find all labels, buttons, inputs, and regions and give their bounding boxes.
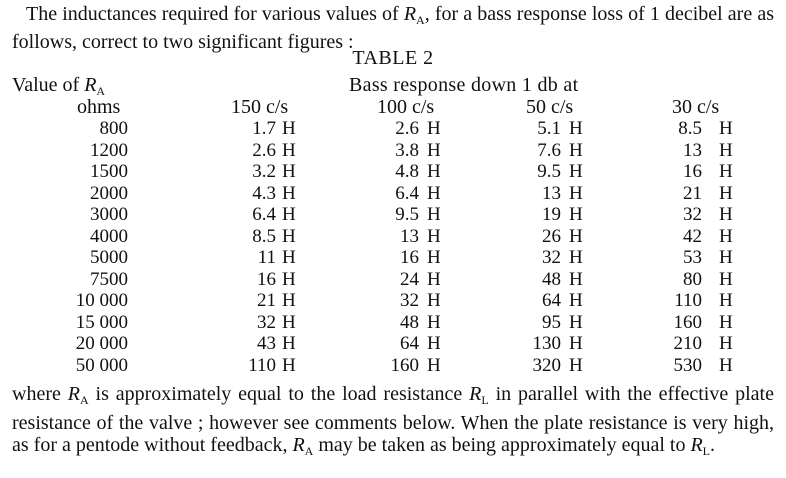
inductance-value-cell: 6.4 bbox=[252, 204, 276, 225]
col-header-100: 100 c/s bbox=[377, 96, 435, 118]
inductance-value-cell: 13 bbox=[400, 225, 419, 247]
inductance-value-cell: 320 bbox=[532, 354, 561, 376]
table-row bbox=[0, 355, 786, 377]
table-row bbox=[0, 183, 786, 205]
inductance-value-cell: 8.5 bbox=[678, 118, 702, 139]
outro-text-5: . bbox=[710, 434, 716, 456]
inductance-value-cell: 16 bbox=[400, 247, 419, 268]
table-row bbox=[0, 247, 786, 269]
inductance-value-cell: 19 bbox=[542, 204, 561, 225]
inductance-value-cell: 9.5 bbox=[395, 204, 419, 225]
unit-cell: H bbox=[282, 333, 296, 354]
unit-cell: H bbox=[282, 311, 296, 333]
inductance-value-cell: 530 bbox=[673, 354, 702, 376]
unit-cell: H bbox=[427, 290, 441, 311]
inductance-value-cell: 110 bbox=[674, 290, 702, 311]
inductance-value-cell: 64 bbox=[542, 290, 561, 311]
unit-cell: H bbox=[427, 247, 441, 268]
inductance-value-cell: 53 bbox=[683, 247, 702, 268]
unit-cell: H bbox=[719, 139, 733, 161]
unit-cell: H bbox=[282, 268, 296, 290]
inductance-value-cell: 16 bbox=[257, 268, 276, 290]
inductance-value-cell: 21 bbox=[257, 290, 276, 311]
inductance-value-cell: 3.2 bbox=[252, 161, 276, 182]
table-row bbox=[0, 312, 786, 334]
unit-cell: H bbox=[427, 161, 441, 182]
unit-cell: H bbox=[719, 247, 733, 268]
ohms-header: ohms bbox=[77, 96, 121, 118]
table-row bbox=[0, 226, 786, 248]
unit-cell: H bbox=[719, 182, 733, 204]
outro-text-4: may be taken as being approximately equal to bbox=[313, 434, 691, 456]
unit-cell: H bbox=[569, 311, 583, 333]
outro-subscript-2: L bbox=[481, 393, 489, 407]
unit-cell: H bbox=[569, 118, 583, 139]
unit-cell: H bbox=[569, 139, 583, 161]
outro-paragraph bbox=[12, 383, 774, 463]
resistance-cell: 3000 bbox=[90, 204, 128, 225]
inductance-value-cell: 4.8 bbox=[395, 161, 419, 182]
unit-cell: H bbox=[282, 225, 296, 247]
inductance-value-cell: 32 bbox=[257, 311, 276, 333]
intro-text-start: The inductances required for various values of bbox=[26, 3, 404, 25]
intro-text-end: , for a bass response loss of 1 decibel are as follows, correct to two significant figures : bbox=[12, 3, 774, 53]
resistance-cell: 15 000 bbox=[75, 311, 128, 333]
unit-cell: H bbox=[282, 354, 296, 376]
unit-cell: H bbox=[282, 182, 296, 204]
unit-cell: H bbox=[719, 268, 733, 290]
unit-cell: H bbox=[427, 118, 441, 139]
outro-symbol-3: R bbox=[292, 434, 305, 456]
resistance-cell: 7500 bbox=[90, 268, 128, 290]
resistance-cell: 20 000 bbox=[75, 333, 128, 354]
inductance-value-cell: 48 bbox=[542, 268, 561, 290]
inductance-value-cell: 2.6 bbox=[395, 118, 419, 139]
outro-text-2: is approximately equal to the load resistance bbox=[88, 383, 470, 405]
inductance-value-cell: 32 bbox=[542, 247, 561, 268]
unit-cell: H bbox=[719, 354, 733, 376]
unit-cell: H bbox=[569, 290, 583, 311]
resistance-cell: 2000 bbox=[90, 182, 128, 204]
inductance-value-cell: 160 bbox=[390, 354, 419, 376]
unit-cell: H bbox=[569, 354, 583, 376]
intro-paragraph bbox=[12, 3, 774, 53]
unit-cell: H bbox=[282, 139, 296, 161]
inductance-value-cell: 48 bbox=[400, 311, 419, 333]
unit-cell: H bbox=[569, 182, 583, 204]
resistance-cell: 50 000 bbox=[75, 354, 128, 376]
inductance-value-cell: 1.7 bbox=[252, 118, 276, 139]
row-header-symbol: R bbox=[84, 74, 97, 96]
inductance-value-cell: 110 bbox=[248, 354, 276, 376]
resistance-subscript: A bbox=[416, 13, 425, 27]
inductance-value-cell: 32 bbox=[400, 290, 419, 311]
unit-cell: H bbox=[427, 311, 441, 333]
unit-cell: H bbox=[719, 311, 733, 333]
table-row bbox=[0, 161, 786, 183]
outro-subscript-3: A bbox=[304, 444, 314, 458]
inductance-value-cell: 42 bbox=[683, 225, 702, 247]
outro-subscript-1: A bbox=[79, 393, 89, 407]
unit-cell: H bbox=[427, 139, 441, 161]
row-header-subscript: A bbox=[96, 84, 106, 98]
inductance-value-cell: 80 bbox=[683, 268, 702, 290]
unit-cell: H bbox=[282, 247, 296, 268]
unit-cell: H bbox=[282, 161, 296, 182]
outro-symbol-2: R bbox=[469, 383, 482, 405]
table-row bbox=[0, 269, 786, 291]
inductance-value-cell: 11 bbox=[257, 247, 276, 268]
table-row bbox=[0, 118, 786, 140]
units-header-row bbox=[0, 96, 786, 118]
table-row bbox=[0, 290, 786, 312]
inductance-value-cell: 210 bbox=[673, 333, 702, 354]
unit-cell: H bbox=[427, 333, 441, 354]
unit-cell: H bbox=[719, 204, 733, 225]
inductance-value-cell: 13 bbox=[542, 182, 561, 204]
unit-cell: H bbox=[569, 268, 583, 290]
unit-cell: H bbox=[427, 225, 441, 247]
unit-cell: H bbox=[569, 333, 583, 354]
inductance-value-cell: 6.4 bbox=[395, 182, 419, 204]
unit-cell: H bbox=[569, 204, 583, 225]
unit-cell: H bbox=[719, 333, 733, 354]
unit-cell: H bbox=[719, 118, 733, 139]
unit-cell: H bbox=[427, 268, 441, 290]
unit-cell: H bbox=[427, 204, 441, 225]
resistance-cell: 4000 bbox=[90, 225, 128, 247]
inductance-value-cell: 13 bbox=[683, 139, 702, 161]
inductance-value-cell: 95 bbox=[542, 311, 561, 333]
col-header-30: 30 c/s bbox=[672, 96, 720, 118]
resistance-cell: 1500 bbox=[90, 161, 128, 182]
unit-cell: H bbox=[427, 354, 441, 376]
inductance-value-cell: 5.1 bbox=[537, 118, 561, 139]
unit-cell: H bbox=[282, 204, 296, 225]
unit-cell: H bbox=[719, 161, 733, 182]
unit-cell: H bbox=[427, 182, 441, 204]
resistance-cell: 5000 bbox=[90, 247, 128, 268]
inductance-value-cell: 2.6 bbox=[252, 139, 276, 161]
outro-symbol-4: R bbox=[690, 434, 703, 456]
resistance-cell: 10 000 bbox=[75, 290, 128, 311]
resistance-cell: 1200 bbox=[90, 139, 128, 161]
unit-cell: H bbox=[569, 225, 583, 247]
table-row bbox=[0, 140, 786, 162]
inductance-value-cell: 9.5 bbox=[537, 161, 561, 182]
inductance-value-cell: 7.6 bbox=[537, 139, 561, 161]
inductance-value-cell: 64 bbox=[400, 333, 419, 354]
outro-text-1: where bbox=[12, 383, 68, 405]
inductance-value-cell: 21 bbox=[683, 182, 702, 204]
inductance-value-cell: 16 bbox=[683, 161, 702, 182]
resistance-cell: 800 bbox=[99, 118, 128, 139]
column-group-header: Bass response down 1 db at bbox=[349, 74, 579, 96]
inductance-value-cell: 26 bbox=[542, 225, 561, 247]
table-row bbox=[0, 333, 786, 355]
inductance-value-cell: 130 bbox=[532, 333, 561, 354]
inductance-value-cell: 4.3 bbox=[252, 182, 276, 204]
inductance-value-cell: 3.8 bbox=[395, 139, 419, 161]
outro-text-3: in parallel with the effective plate resistance of the valve ; however see comments below. When the plate resistance is very high, as for a pentode without feedback, bbox=[12, 383, 774, 456]
unit-cell: H bbox=[569, 247, 583, 268]
inductance-value-cell: 24 bbox=[400, 268, 419, 290]
inductance-value-cell: 43 bbox=[257, 333, 276, 354]
inductance-value-cell: 32 bbox=[683, 204, 702, 225]
col-header-50: 50 c/s bbox=[526, 96, 574, 118]
outro-symbol-1: R bbox=[67, 383, 80, 405]
unit-cell: H bbox=[282, 118, 296, 139]
table-body bbox=[0, 118, 786, 376]
unit-cell: H bbox=[719, 290, 733, 311]
inductance-value-cell: 8.5 bbox=[252, 225, 276, 247]
table-row bbox=[0, 204, 786, 226]
col-header-150: 150 c/s bbox=[231, 96, 289, 118]
unit-cell: H bbox=[719, 225, 733, 247]
inductance-value-cell: 160 bbox=[673, 311, 702, 333]
unit-cell: H bbox=[569, 161, 583, 182]
unit-cell: H bbox=[282, 290, 296, 311]
row-header-text: Value of bbox=[12, 74, 85, 96]
resistance-symbol: R bbox=[403, 3, 417, 25]
outro-subscript-4: L bbox=[702, 444, 711, 458]
table-title: TABLE 2 bbox=[352, 47, 434, 69]
